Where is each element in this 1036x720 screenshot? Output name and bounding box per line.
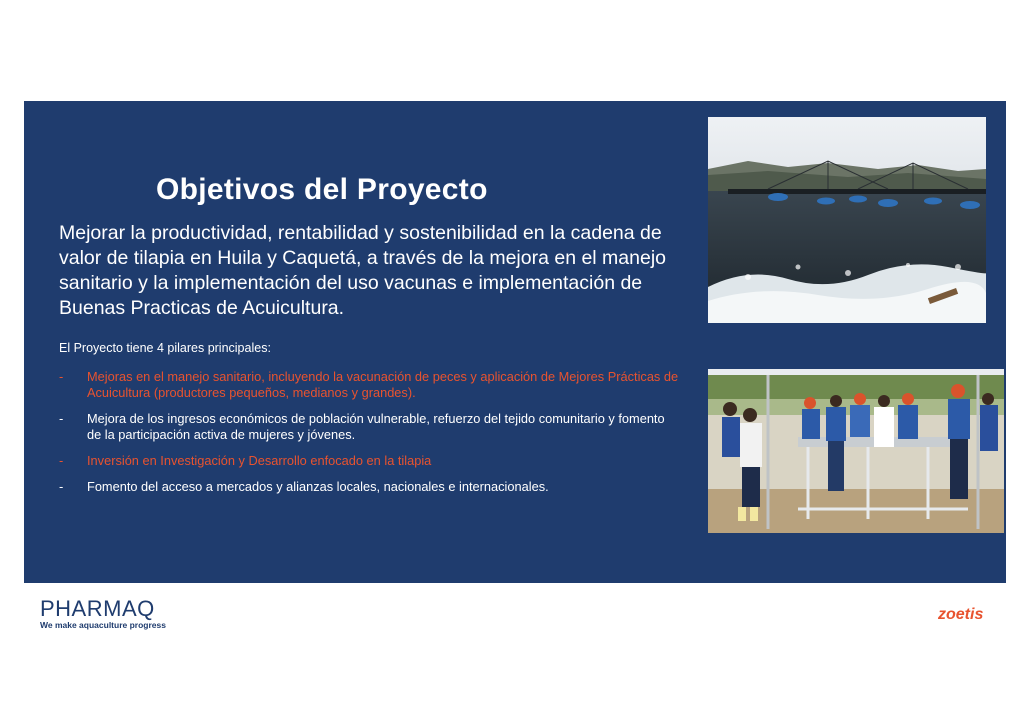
slide-panel [24,101,1006,583]
fish-farm-photo [708,117,986,323]
pillar-text: Mejora de los ingresos económicos de población vulnerable, refuerzo del tejido comunitario y fomento de la participación activa de mujeres y jóvenes. [87,411,665,442]
workers-photo [708,369,1004,533]
slide-title: Objetivos del Proyecto [156,173,488,206]
pharmaq-tagline: We make aquaculture progress [40,620,166,630]
zoetis-logo: zoetis [938,606,984,623]
list-item [59,411,679,443]
list-item [59,453,679,469]
list-item [59,369,679,401]
bullet-dash: - [59,479,64,494]
pharmaq-wordmark: PHARMAQ [40,596,155,621]
bullet-dash: - [59,453,64,468]
bullet-dash: - [59,369,64,384]
pillar-text: Inversión en Investigación y Desarrollo enfocado en la tilapia [87,453,432,468]
list-item [59,479,679,495]
pharmaq-logo [40,596,166,630]
pillar-text: Fomento del acceso a mercados y alianzas locales, nacionales e internacionales. [87,479,549,494]
lead-paragraph: Mejorar la productividad, rentabilidad y sostenibilidad en la cadena de valor de tilapia en Huila y Caquetá, a través de la mejora en el manejo sanitario y la implementación del uso vacunas e implementación de Buenas Practicas de Acuicultura. [59,222,667,319]
pillar-text: Mejoras en el manejo sanitario, incluyendo la vacunación de peces y aplicación de Mejores Prácticas de Acuicultura (productores pequeños, medianos y grandes). [87,369,679,400]
bullet-dash: - [59,411,64,426]
pillars-subhead: El Proyecto tiene 4 pilares principales: [59,341,271,355]
pillars-list [59,369,679,505]
